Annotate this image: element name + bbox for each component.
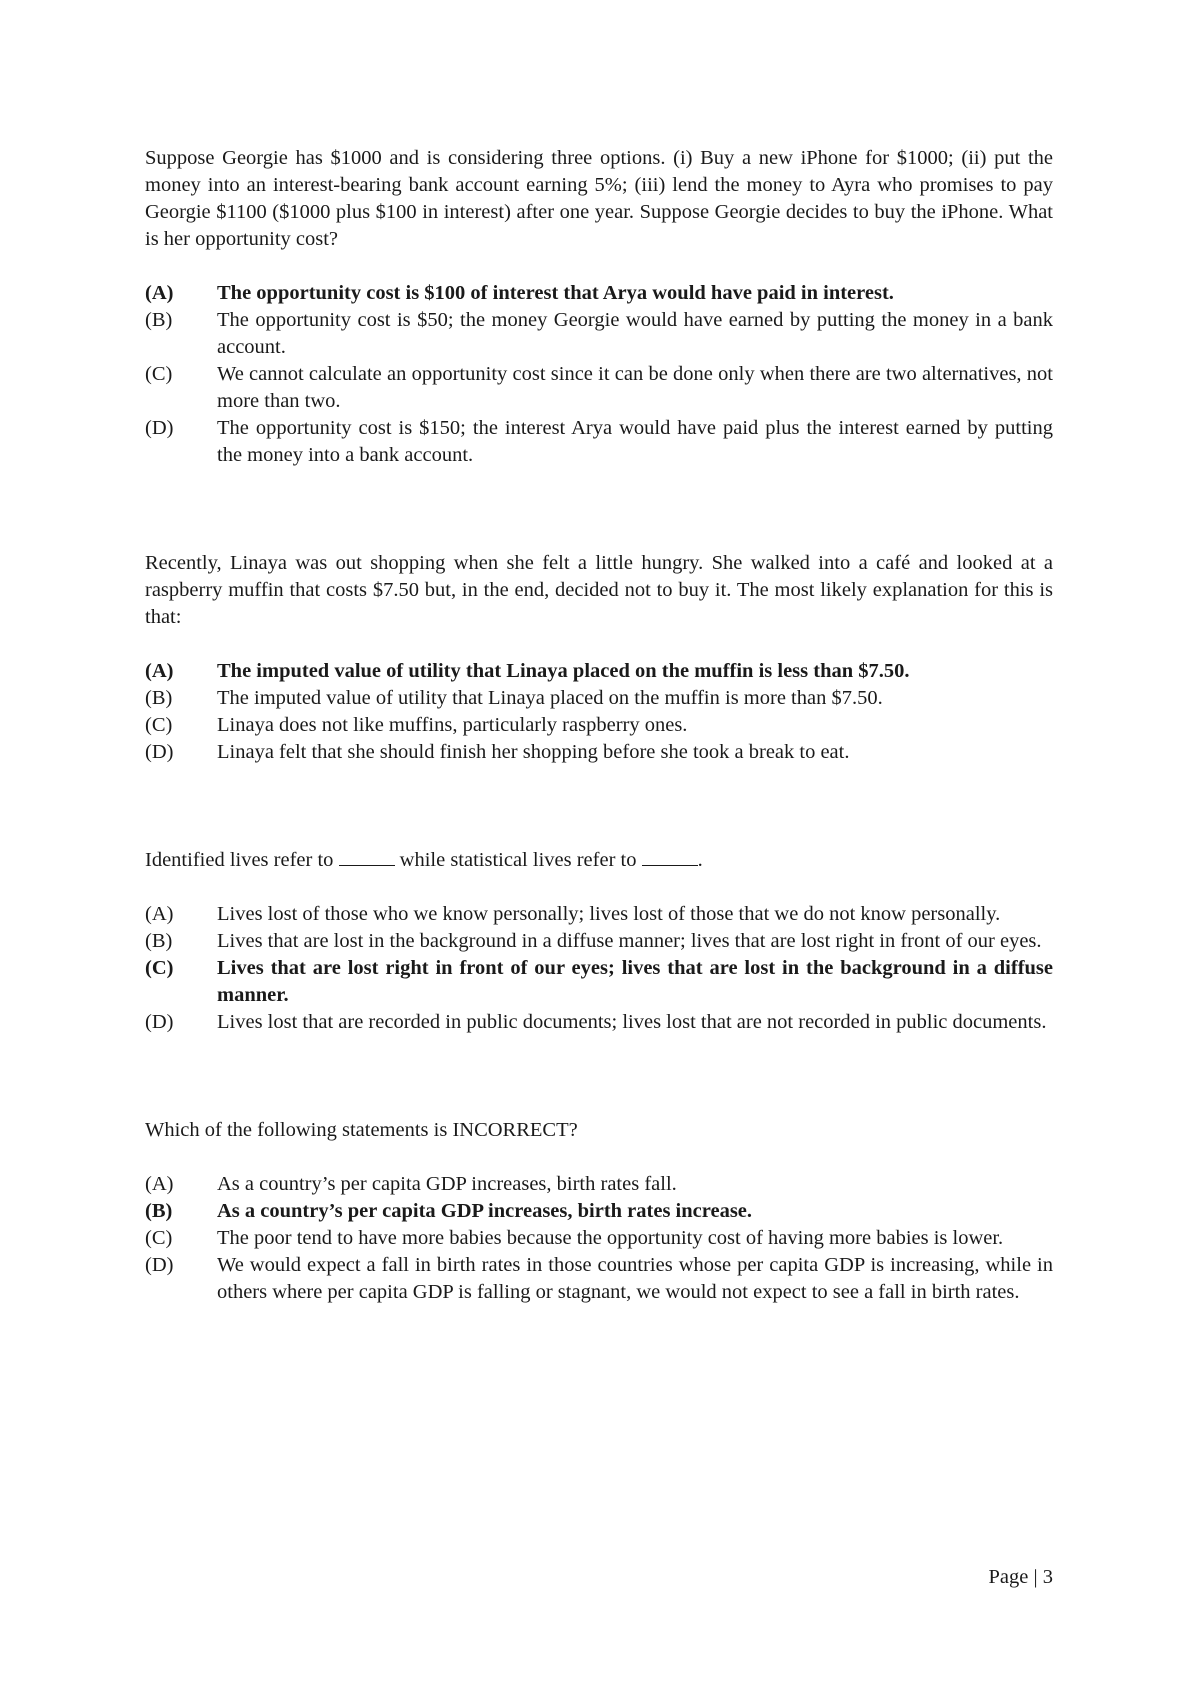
question-4 [145,1117,1053,1306]
option-b [145,928,1053,955]
option-c [145,361,1053,415]
question-stem: Which of the following statements is INCORRECT? [145,1119,578,1141]
page-separator: | [1033,1566,1038,1588]
option-letter: (B) [145,309,173,331]
option-text: Lives that are lost in the background in a diffuse manner; lives that are lost right in front of our eyes. [217,930,1042,952]
option-text: We cannot calculate an opportunity cost since it can be done only when there are two alternatives, not more than two. [217,363,1053,412]
option-text: The opportunity cost is $100 of interest that Arya would have paid in interest. [217,282,894,304]
option-a [145,280,1053,307]
stem-end: . [697,849,703,871]
option-letter: (A) [145,282,174,304]
option-letter: (C) [145,363,173,385]
option-text: The imputed value of utility that Linaya placed on the muffin is less than $7.50. [217,660,910,682]
page-footer [989,1566,1053,1589]
option-a [145,658,1053,685]
option-a [145,901,1053,928]
option-list [145,658,1053,766]
option-text: Lives lost that are recorded in public documents; lives lost that are not recorded in public documents. [217,1011,1047,1033]
option-b [145,307,1053,361]
option-list [145,1171,1053,1306]
option-a [145,1171,1053,1198]
spacer [145,469,1053,550]
option-letter: (C) [145,957,174,979]
question-stem: Suppose Georgie has $1000 and is considering three options. (i) Buy a new iPhone for $1000; (ii) put the money into an interest-bearing bank account earning 5%; (iii) lend the money to Ayra who promises to pay Georgie $1100 ($1000 plus $100 in interest) after one year. Suppose Georgie decides to buy the iPhone. What is her opportunity cost? [145,147,1053,250]
option-d [145,1009,1053,1036]
option-letter: (B) [145,1200,173,1222]
option-letter: (A) [145,903,174,925]
option-letter: (B) [145,930,173,952]
option-d [145,1252,1053,1306]
option-letter: (B) [145,687,173,709]
spacer [145,766,1053,847]
fill-blank-1 [339,847,395,866]
fill-blank-2 [642,847,698,866]
question-2 [145,550,1053,766]
option-text: The opportunity cost is $150; the interest Arya would have paid plus the interest earned by putting the money into a bank account. [217,417,1053,466]
option-list [145,280,1053,469]
question-stem: Recently, Linaya was out shopping when she felt a little hungry. She walked into a café and looked at a raspberry muffin that costs $7.50 but, in the end, decided not to buy it. The most likely explanation for this is that: [145,552,1053,628]
option-letter: (D) [145,417,174,439]
option-c [145,955,1053,1009]
option-text: Linaya felt that she should finish her shopping before she took a break to eat. [217,741,850,763]
option-letter: (C) [145,714,173,736]
option-text: As a country’s per capita GDP increases, birth rates increase. [217,1200,753,1222]
option-text: The poor tend to have more babies because the opportunity cost of having more babies is lower. [217,1227,1004,1249]
option-text: The imputed value of utility that Linaya placed on the muffin is more than $7.50. [217,687,883,709]
option-letter: (D) [145,1011,174,1033]
option-c [145,712,1053,739]
page-content [145,145,1053,1306]
option-list [145,901,1053,1036]
option-text: As a country’s per capita GDP increases, birth rates fall. [217,1173,677,1195]
option-letter: (D) [145,741,174,763]
page-number: 3 [1042,1566,1053,1588]
question-1 [145,145,1053,469]
page-label: Page [988,1566,1029,1588]
option-b [145,685,1053,712]
option-d [145,739,1053,766]
option-d [145,415,1053,469]
option-b [145,1198,1053,1225]
question-stem [145,847,1053,874]
question-3 [145,847,1053,1036]
option-text: Lives lost of those who we know personally; lives lost of those that we do not know personally. [217,903,1001,925]
option-c [145,1225,1053,1252]
stem-part-2: while statistical lives refer to [399,849,637,871]
option-text: The opportunity cost is $50; the money Georgie would have earned by putting the money in a bank account. [217,309,1053,358]
option-text: We would expect a fall in birth rates in those countries whose per capita GDP is increasing, while in others where per capita GDP is falling or stagnant, we would not expect to see a fall in birth rates. [217,1254,1053,1303]
spacer [145,1036,1053,1117]
option-text: Linaya does not like muffins, particularly raspberry ones. [217,714,688,736]
stem-part-1: Identified lives refer to [145,849,334,871]
option-text: Lives that are lost right in front of our eyes; lives that are lost in the background in a diffuse manner. [217,957,1053,1006]
option-letter: (D) [145,1254,174,1276]
option-letter: (A) [145,660,174,682]
option-letter: (C) [145,1227,173,1249]
option-letter: (A) [145,1173,174,1195]
